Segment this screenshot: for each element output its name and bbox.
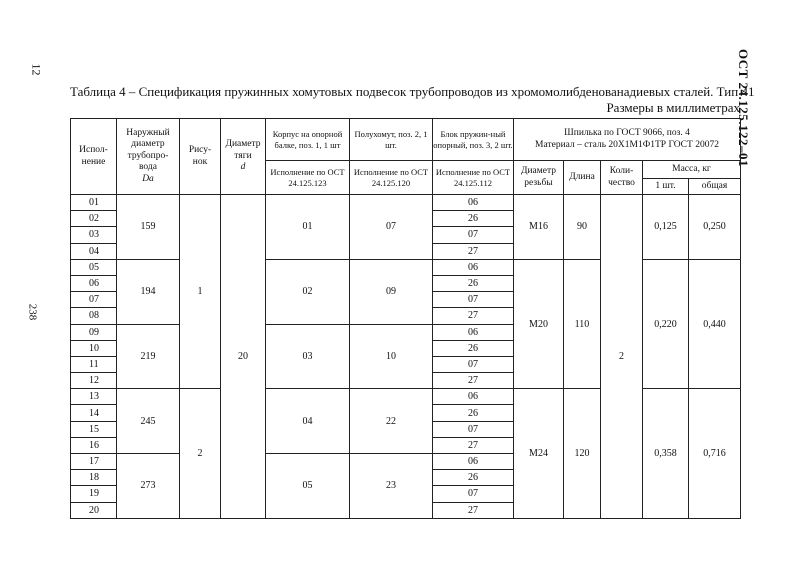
page-number-secondary: 238: [26, 303, 39, 321]
cell-outer-diameter: 159: [117, 195, 180, 260]
cell-ispolnenie: 08: [71, 308, 117, 324]
cell-ispolnenie: 14: [71, 405, 117, 421]
cell-ispolnenie: 02: [71, 211, 117, 227]
cell-ispolnenie: 12: [71, 373, 117, 389]
cell-outer-diameter: 194: [117, 259, 180, 324]
cell-quantity: 2: [601, 195, 643, 519]
cell-outer-diameter: 273: [117, 454, 180, 519]
cell-blok: 06: [433, 324, 514, 340]
cell-thread-diameter: M16: [514, 195, 564, 260]
cell-ispolnenie: 09: [71, 324, 117, 340]
units-note: Размеры в миллиметрах: [606, 100, 740, 115]
cell-korpus: 01: [266, 195, 350, 260]
header-da-symbol: Da: [142, 173, 154, 184]
cell-polukhomut: 09: [350, 259, 433, 324]
cell-thread-diameter: M24: [514, 389, 564, 519]
cell-blok: 07: [433, 292, 514, 308]
cell-blok: 27: [433, 243, 514, 259]
cell-length: 110: [564, 259, 601, 389]
cell-blok: 27: [433, 373, 514, 389]
cell-mass-total: 0,716: [689, 389, 741, 519]
cell-ispolnenie: 01: [71, 195, 117, 211]
cell-korpus: 04: [266, 389, 350, 454]
table-row: [71, 195, 741, 211]
document-code: ОСТ 24.125.122–01: [736, 48, 751, 168]
cell-ispolnenie: 10: [71, 340, 117, 356]
cell-blok: 26: [433, 405, 514, 421]
cell-blok: 27: [433, 437, 514, 453]
cell-mass-total: 0,250: [689, 195, 741, 260]
header-length: Длина: [564, 161, 601, 195]
header-korpus: Корпус на опорной балке, поз. 1, 1 шт: [266, 119, 350, 161]
cell-korpus: 03: [266, 324, 350, 389]
cell-korpus: 02: [266, 259, 350, 324]
cell-ispolnenie: 19: [71, 486, 117, 502]
cell-korpus: 05: [266, 454, 350, 519]
cell-blok: 07: [433, 421, 514, 437]
cell-blok: 06: [433, 195, 514, 211]
cell-rod-diameter: 20: [221, 195, 266, 519]
header-polukhomut-ispolnenie: Исполнение по ОСТ 24.125.120: [350, 161, 433, 195]
header-polukhomut: Полухомут, поз. 2, 1 шт.: [350, 119, 433, 161]
cell-blok: 06: [433, 389, 514, 405]
cell-ispolnenie: 07: [71, 292, 117, 308]
header-blok: Блок пружин-ный опорный, поз. 3, 2 шт.: [433, 119, 514, 161]
cell-mass-one: 0,358: [643, 389, 689, 519]
cell-blok: 27: [433, 502, 514, 518]
cell-blok: 07: [433, 356, 514, 372]
cell-ispolnenie: 13: [71, 389, 117, 405]
cell-blok: 27: [433, 308, 514, 324]
cell-ispolnenie: 04: [71, 243, 117, 259]
header-shpilka: Шпилька по ГОСТ 9066, поз. 4 Материал – сталь 20Х1М1Ф1ТР ГОСТ 20072: [514, 119, 741, 161]
cell-thread-diameter: M20: [514, 259, 564, 389]
cell-polukhomut: 22: [350, 389, 433, 454]
cell-length: 120: [564, 389, 601, 519]
cell-length: 90: [564, 195, 601, 260]
cell-ispolnenie: 11: [71, 356, 117, 372]
cell-polukhomut: 07: [350, 195, 433, 260]
cell-ispolnenie: 15: [71, 421, 117, 437]
cell-blok: 06: [433, 259, 514, 275]
cell-ispolnenie: 06: [71, 275, 117, 291]
header-korpus-ispolnenie: Исполнение по ОСТ 24.125.123: [266, 161, 350, 195]
cell-blok: 26: [433, 211, 514, 227]
header-d-symbol: d: [240, 162, 246, 173]
cell-ispolnenie: 17: [71, 454, 117, 470]
cell-ispolnenie: 16: [71, 437, 117, 453]
cell-risunok: 1: [180, 195, 221, 389]
cell-blok: 06: [433, 454, 514, 470]
header-mass-one: 1 шт.: [643, 179, 689, 195]
specification-table: [70, 118, 741, 519]
header-outer-diameter: Наружный диаметр трубопро- вода Da: [117, 119, 180, 195]
page-number: 12: [29, 63, 44, 76]
header-mass-total: общая: [689, 179, 741, 195]
cell-mass-one: 0,125: [643, 195, 689, 260]
cell-mass-one: 0,220: [643, 259, 689, 389]
cell-blok: 07: [433, 227, 514, 243]
cell-mass-total: 0,440: [689, 259, 741, 389]
header-blok-ispolnenie: Исполнение по ОСТ 24.125.112: [433, 161, 514, 195]
header-ispolnenie: Испол-нение: [71, 119, 117, 195]
cell-risunok: 2: [180, 389, 221, 519]
cell-ispolnenie: 20: [71, 502, 117, 518]
header-thread-diameter: Диаметр резьбы: [514, 161, 564, 195]
cell-ispolnenie: 03: [71, 227, 117, 243]
table-title: Таблица 4 – Спецификация пружинных хомутовых подвесок трубопроводов из хромомолибденованадиевых сталей. Тип 41: [70, 84, 755, 99]
header-rod-diameter: Диаметр тяги d: [221, 119, 266, 195]
cell-outer-diameter: 219: [117, 324, 180, 389]
cell-polukhomut: 10: [350, 324, 433, 389]
cell-blok: 26: [433, 340, 514, 356]
cell-blok: 26: [433, 275, 514, 291]
cell-ispolnenie: 18: [71, 470, 117, 486]
cell-ispolnenie: 05: [71, 259, 117, 275]
cell-outer-diameter: 245: [117, 389, 180, 454]
cell-blok: 07: [433, 486, 514, 502]
header-mass: Масса, кг: [643, 161, 741, 179]
header-risunok: Рису- нок: [180, 119, 221, 195]
cell-polukhomut: 23: [350, 454, 433, 519]
header-quantity: Коли- чество: [601, 161, 643, 195]
cell-blok: 26: [433, 470, 514, 486]
